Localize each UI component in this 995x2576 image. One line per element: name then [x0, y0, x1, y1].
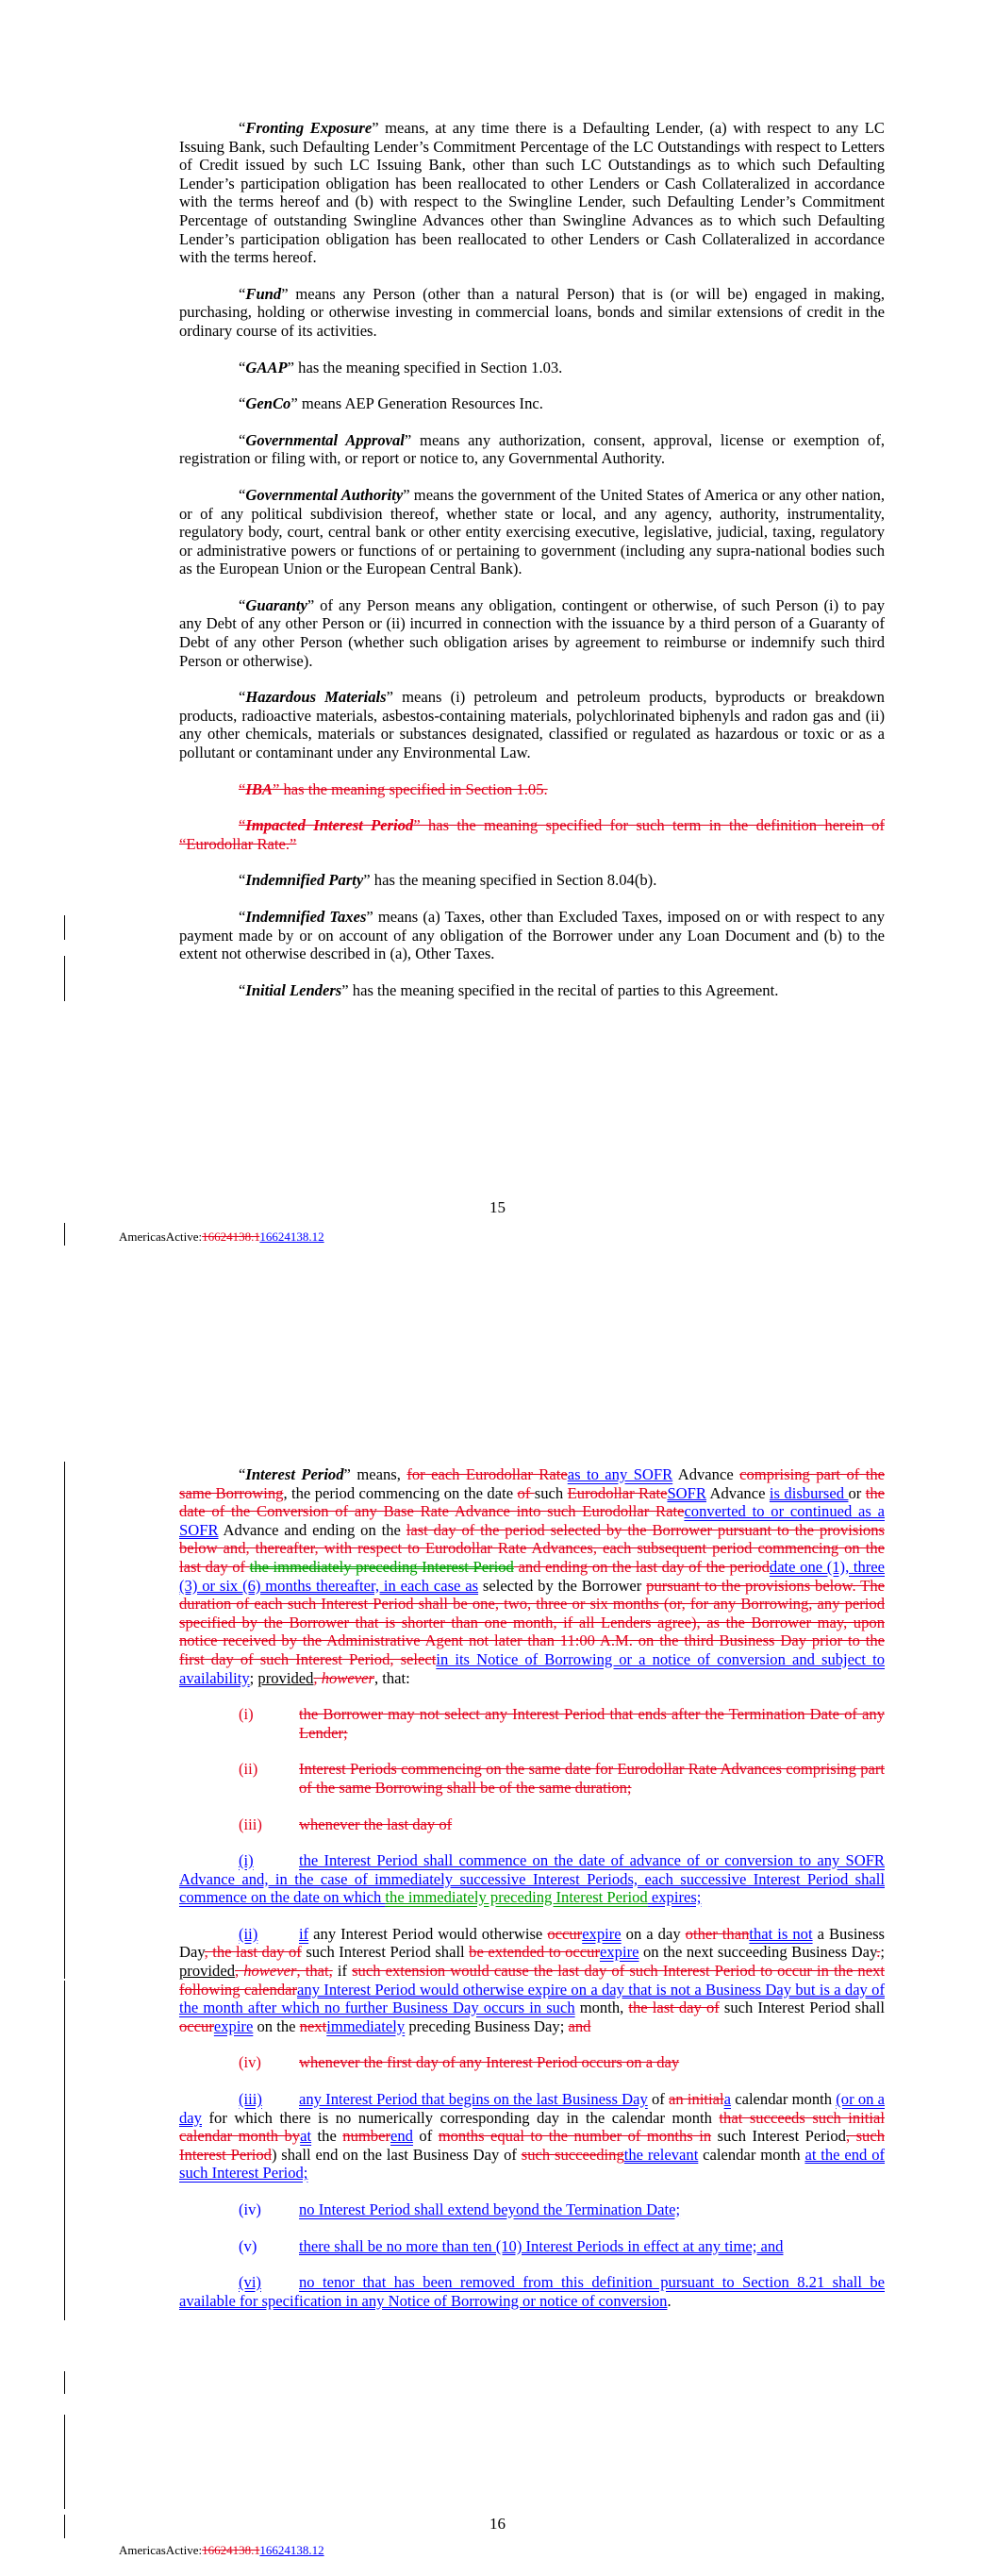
- inserted-text: no tenor that has been removed from this definition pursuant to Section 8.21 shall be available for specification in any Notice of Borrowing or notice of conversion: [179, 2273, 885, 2310]
- inserted-text: converted to or continued as a SOFR: [179, 1502, 885, 1539]
- term: Interest Period: [245, 1465, 344, 1483]
- text-run: such Interest Period: [711, 2127, 846, 2146]
- text-run: for which there is no numerically corresponding day in the calendar month: [201, 2108, 720, 2127]
- change-bar: [64, 915, 65, 940]
- page-16-body: [179, 1465, 885, 2310]
- clause-number: (vi): [239, 2273, 261, 2292]
- clause-text: the Borrower may not select any Interest Period that ends after the Termination Date of any Lender;: [299, 1705, 885, 1742]
- clause-text: Interest Periods commencing on the same date for Eurodollar Rate Advances comprising part of the same Borrowing shall be of the same duration;: [299, 1760, 885, 1797]
- deleted-clause-iv: [179, 2053, 885, 2072]
- clause-text: whenever the first day of any Interest Period occurs on a day: [299, 2053, 680, 2072]
- clause-number: (ii): [239, 1760, 258, 1779]
- deleted-text: , however: [235, 1962, 297, 1981]
- deleted-text: that succeeds such initial calendar month by: [179, 2108, 885, 2146]
- term: Guaranty: [245, 595, 307, 614]
- deleted-text: such succeeding: [521, 2145, 624, 2164]
- definition-fund: “Fund” means any Person (other than a natural Person) that is (or will be) engaged in making, purchasing, holding or otherwise investing in commercial loans, bonds and similar extensions of credit in the ordinary course of its activities.: [179, 284, 885, 340]
- inserted-text: is disbursed: [769, 1483, 849, 1502]
- clause-number: (iii): [239, 2090, 262, 2109]
- text-run: , the period commencing on the date: [283, 1483, 518, 1502]
- new-clause-iii: [179, 2090, 885, 2183]
- text-run: if: [332, 1962, 353, 1981]
- inserted-text: in its Notice of Borrowing or a notice of conversion and subject to availability: [179, 1649, 885, 1687]
- deleted-text: number: [342, 2127, 390, 2146]
- inserted-text: immediately: [326, 2016, 406, 2035]
- text-run: calendar month: [698, 2145, 805, 2164]
- inserted-text: any Interest Period would otherwise expire on a day that is not a Business Day but is a day of the month after which no further Business Day occurs in such: [179, 1980, 885, 2017]
- open-quote: “: [239, 1465, 246, 1483]
- term: Fund: [245, 284, 282, 303]
- text-run: month,: [574, 1999, 629, 2017]
- definition-text: ” means (a) Taxes, other than Excluded Taxes, imposed on or with respect to any payment made by or on account of any obligation of the Borrower under any Loan Document and (b) to the extent not otherwise described in (a), Other Taxes.: [179, 908, 885, 963]
- text-run: selected by the Borrower: [478, 1576, 647, 1595]
- deleted-text: an initial: [669, 2090, 724, 2109]
- definition-text: ” means any authorization, consent, approval, license or exemption of, registration or filing with, or report or notice to, any Governmental Authority.: [179, 430, 886, 468]
- deleted-clause-i: [179, 1705, 885, 1742]
- deleted-definition-impacted-interest-period: [179, 816, 885, 853]
- inserted-text: expire: [582, 1924, 622, 1943]
- definition-fronting-exposure: “Fronting Exposure” means, at any time there is a Defaulting Lender, (a) with respect to any LC Issuing Bank, such Defaulting Lender’s Commitment Percentage of the LC Outstandings with respect to Letters of Credit issued by such LC Issuing Bank, other than such LC Outstandings as to which such Defaulting Lender’s participation obligation has been reallocated to other Lenders or Cash Collateralized in accordance with the terms hereof and (b) with respect to the Swingline Lender, such Defaulting Lender’s Commitment Percentage of outstanding Swingline Advances other than Swingline Advances as to which such Defaulting Lender’s participation obligation has been reallocated to other Lenders or Cash Collateralized in accordance with the terms hereof.: [179, 119, 886, 267]
- text-run: Advance: [705, 1483, 770, 1502]
- footer-prefix: AmericasActive:: [119, 2543, 203, 2557]
- definition-indemnified-taxes: “Indemnified Taxes” means (a) Taxes, other than Excluded Taxes, imposed on or with respect to any payment made by or on account of any obligation of the Borrower under any Loan Document and (b) to the extent not otherwise described in (a), Other Taxes.: [179, 908, 885, 963]
- text-run: calendar month: [731, 2090, 837, 2109]
- term: GAAP: [245, 358, 288, 376]
- change-bar: [64, 1223, 65, 1246]
- inserted-text: expires;: [647, 1888, 702, 1907]
- term: IBA: [245, 779, 273, 798]
- deleted-text: next: [299, 2016, 327, 2035]
- text-run: or: [848, 1483, 866, 1502]
- footer-prefix: AmericasActive:: [119, 1229, 203, 1244]
- definition-hazardous-materials: “Hazardous Materials” means (i) petroleum and petroleum products, byproducts or breakdown products, radioactive materials, asbestos-containing materials, polychlorinated biphenyls and radon gas and (ii) any other chemicals, materials or substances designated, classified or regulated as hazardous or toxic or as a pollutant or contaminant under any Environmental Law.: [179, 688, 885, 762]
- definition-text: ” means AEP Generation Resources Inc.: [290, 394, 543, 413]
- clause-text: no Interest Period shall extend beyond the Termination Date;: [299, 2200, 681, 2218]
- new-clause-ii: [179, 1925, 885, 2036]
- inserted-text: if: [299, 1924, 309, 1943]
- definition-gaap: “GAAP” has the meaning specified in Section 1.03.: [239, 358, 563, 376]
- inserted-text: SOFR: [667, 1483, 706, 1502]
- text-run: preceding Business Day;: [405, 2016, 569, 2035]
- deleted-text: other than: [685, 1924, 750, 1943]
- clause-text: whenever the last day of: [299, 1815, 453, 1833]
- text-run: , that:: [373, 1668, 410, 1687]
- footer-old-id: 16624138.1: [202, 2543, 260, 2557]
- change-bar: [64, 2371, 65, 2394]
- proviso-word: provided: [257, 1668, 314, 1687]
- inserted-text: expire: [213, 2016, 254, 2035]
- deleted-text: occur: [547, 1924, 583, 1943]
- inserted-text: as to any SOFR: [567, 1465, 673, 1483]
- deleted-text: .: [876, 1943, 881, 1962]
- term: Impacted Interest Period: [245, 816, 414, 835]
- deleted-text: , however: [313, 1668, 374, 1687]
- footer-old-id: 16624138.1: [202, 1229, 260, 1244]
- deleted-text: months equal to the number of months in: [438, 2127, 712, 2146]
- open-quote: “: [239, 779, 246, 798]
- text-run: Advance: [672, 1465, 740, 1483]
- term: Hazardous Materials: [245, 688, 387, 707]
- text-run: on the next succeeding Business Day: [638, 1943, 877, 1962]
- definition-governmental-authority: “Governmental Authority” means the government of the United States of America or any other nation, or of any political subdivision thereof, whether state or local, and any agency, authority, instrumentality, regulatory body, court, central bank or other entity exercising executive, legislative, judicial, taxing, regulatory or administrative powers or functions of or pertaining to government (including any supra-national bodies such as the European Union or the European Central Bank).: [179, 485, 885, 578]
- definition-indemnified-party: “Indemnified Party” has the meaning specified in Section 8.04(b).: [239, 871, 657, 890]
- deleted-text: , the last day of: [204, 1943, 302, 1962]
- clause-number: (iii): [239, 1815, 262, 1833]
- deleted-text: and ending on the last day of the period: [513, 1557, 770, 1576]
- deleted-text: the date of the Conversion of any Base Rate Advance into such Eurodollar Rate: [179, 1483, 885, 1521]
- inserted-text: at the end of such Interest Period;: [179, 2145, 886, 2183]
- inserted-text: (or on a day: [179, 2090, 885, 2127]
- moved-to-text: the immediately preceding Interest Period: [385, 1888, 648, 1907]
- term: Indemnified Taxes: [245, 908, 367, 926]
- clause-number: (iv): [239, 2200, 261, 2218]
- new-clause-iv: [179, 2200, 885, 2219]
- change-bar: [64, 1462, 65, 1979]
- definition-text: ” has the meaning specified for such term in the definition herein of “Eurodollar Rate.”: [179, 816, 885, 853]
- text-run: .: [667, 2291, 672, 2310]
- change-bar: [64, 2415, 65, 2509]
- text-run: such: [534, 1483, 568, 1502]
- term: Governmental Authority: [245, 485, 404, 504]
- deleted-text: Eurodollar Rate: [567, 1483, 668, 1502]
- text-run: ) shall end on the last Business Day of: [271, 2145, 522, 2164]
- clause-number: (v): [239, 2236, 257, 2255]
- footer-new-id: 16624138.12: [259, 1229, 324, 1244]
- inserted-text: expire: [600, 1943, 639, 1962]
- inserted-text: that is not: [749, 1924, 813, 1943]
- definition-governmental-approval: “Governmental Approval” means any authorization, consent, approval, license or exemption of, registration or filing with, or report or notice to, any Governmental Authority.: [179, 430, 886, 468]
- change-bar: [64, 1767, 65, 1824]
- definition-initial-lenders: “Initial Lenders” has the meaning specified in the recital of parties to this Agreement.: [239, 980, 779, 999]
- text-run: of: [647, 2090, 670, 2109]
- moved-from-text: the immediately preceding Interest Period: [249, 1557, 514, 1576]
- document-footer: [119, 2543, 324, 2558]
- text-run: of: [412, 2127, 439, 2146]
- text-run: a Business Day: [179, 1924, 885, 1962]
- page-15-body: [179, 119, 885, 999]
- open-quote: “: [239, 816, 246, 835]
- document-footer: [119, 1229, 324, 1245]
- text-run: on the: [253, 2016, 300, 2035]
- text-run: such Interest Period shall: [719, 1999, 885, 2017]
- footer-new-id: 16624138.12: [259, 2543, 324, 2557]
- text-run: the: [311, 2127, 343, 2146]
- definition-guaranty: “Guaranty” of any Person means any obligation, contingent or otherwise, of such Person (i) to pay any Debt of any other Person or (ii) incurred in connection with the issuance by a third person of a Guaranty of Debt of any other Person (whether such obligation arises by agreement to reimburse or indemnify such third Person or otherwise).: [179, 595, 885, 670]
- deleted-text: , such Interest Period: [179, 2127, 886, 2164]
- term: GenCo: [245, 394, 291, 413]
- definition-text: ” means, at any time there is a Defaulting Lender, (a) with respect to any LC Issuing Bank, such Defaulting Lender’s Commitment Percentage of the LC Outstandings with respect to Letters of Credit issued by such LC Issuing Bank, other than such LC Outstandings as to which such Defaulting Lender’s participation obligation has been reallocated to other Lenders or Cash Collateralized in accordance with the terms hereof and (b) with respect to the Swingline Lender, such Defaulting Lender’s Commitment Percentage of outstanding Swingline Advances other than Swingline Advances as to which such Defaulting Lender’s participation obligation has been reallocated to other Lenders or Cash Collateralized in accordance with the terms hereof.: [179, 119, 886, 267]
- definition-text: ” of any Person means any obligation, contingent or otherwise, of such Person (i) to pay any Debt of any other Person or (ii) incurred in connection with the issuance by a third person of a Guaranty of Debt of any other Person (whether such obligation arises by agreement to reimburse or indemnify such third Person or otherwise).: [179, 595, 885, 670]
- definition-text: ” has the meaning specified in Section 1.03.: [287, 358, 563, 376]
- definition-text: ” has the meaning specified in Section 1.05.: [272, 779, 548, 798]
- new-clause-vi: [179, 2273, 885, 2310]
- clause-number: (i): [239, 1705, 254, 1724]
- inserted-text: end: [390, 2127, 413, 2146]
- text-run: ” means,: [343, 1465, 407, 1483]
- deleted-text: be extended to occur: [469, 1943, 600, 1962]
- definition-text: ” means (i) petroleum and petroleum products, byproducts or breakdown products, radioactive materials, asbestos-containing materials, polychlorinated biphenyls and radon gas and (ii) any other chemicals, materials or substances designated, classified or regulated as hazardous or toxic or as a pollutant or contaminant under any Environmental Law.: [179, 688, 885, 762]
- page-number: 16: [489, 2515, 506, 2533]
- deleted-text: for each Eurodollar Rate: [406, 1465, 568, 1483]
- deleted-text: occur: [179, 2016, 214, 2035]
- deleted-clause-iii: [179, 1815, 885, 1834]
- change-bar: [64, 1954, 65, 1965]
- deleted-text: and: [568, 2016, 591, 2035]
- term: Fronting Exposure: [245, 119, 373, 137]
- definition-text: ” has the meaning specified in the recital of parties to this Agreement.: [341, 980, 779, 999]
- clause-number: (iv): [239, 2053, 261, 2072]
- definition-genco: “GenCo” means AEP Generation Resources Inc.: [239, 394, 543, 413]
- deleted-text: such extension would cause the last day of such Interest Period to occur in the next following calendar: [179, 1962, 886, 1999]
- inserted-text: any Interest Period that begins on the last Business Day: [299, 2090, 648, 2109]
- text-run: ;: [249, 1668, 258, 1687]
- inserted-text: the relevant: [623, 2145, 699, 2164]
- text-run: such Interest Period shall: [301, 1943, 470, 1962]
- term: Indemnified Party: [245, 871, 364, 890]
- deleted-text: last day of the period selected by the Borrower pursuant to the provisions below and, thereafter, with respect to Eurodollar Rate Advances, each subsequent period commencing on the last day of: [179, 1520, 885, 1576]
- deleted-clause-ii: [179, 1760, 885, 1797]
- deleted-text: of: [517, 1483, 535, 1502]
- inserted-text: the Interest Period shall commence on the date of advance of or conversion to any SOFR Advance and, in the case of immediately successive Interest Periods, each successive Interest Period shall commence on the date on which: [179, 1851, 885, 1907]
- deleted-text: the last day of: [628, 1999, 720, 2017]
- inserted-text: date one (1), three (3) or six (6) months thereafter, in each case as: [179, 1557, 885, 1595]
- deleted-text: pursuant to the provisions below. The duration of each such Interest Period shall be one, two, three or six months (or, for any Borrowing, any period specified by the Borrower that is shorter than one month, if all Lenders agree), as the Borrower may, upon notice received by the Administrative Agent not later than 11:00 A.M. on the third Business Day prior to the first day of such Interest Period, select: [179, 1576, 885, 1668]
- page-number: 15: [489, 1198, 506, 1216]
- text-run: ;: [880, 1943, 885, 1962]
- clause-number: (ii): [239, 1924, 258, 1943]
- deleted-text: comprising part of the same Borrowing: [179, 1465, 885, 1502]
- new-clause-i: [179, 1851, 885, 1907]
- inserted-text: a: [723, 2090, 731, 2109]
- text-run: on a day: [621, 1924, 686, 1943]
- deleted-definition-iba: [179, 780, 885, 799]
- inserted-text: at: [300, 2127, 312, 2146]
- change-bar: [64, 1981, 65, 2320]
- clause-number: (i): [239, 1851, 254, 1870]
- new-clause-v: [179, 2237, 885, 2256]
- text-run: any Interest Period would otherwise: [308, 1924, 548, 1943]
- page-16: [0, 1288, 995, 2576]
- definition-interest-period: [179, 1465, 885, 1687]
- deleted-text: , that,: [296, 1962, 333, 1981]
- text-run: Advance and ending on the: [218, 1520, 406, 1539]
- term: Initial Lenders: [245, 980, 342, 999]
- clause-text: there shall be no more than ten (10) Interest Periods in effect at any time; and: [299, 2236, 784, 2255]
- definition-text: ” means the government of the United States of America or any other nation, or of any political subdivision thereof, whether state or local, and any agency, authority, instrumentality, regulatory body, court, central bank or other entity exercising executive, legislative, judicial, taxing, regulatory or administrative powers or functions of or pertaining to government (including any supra-national bodies such as the European Union or the European Central Bank).: [179, 485, 885, 578]
- proviso-word: provided: [179, 1962, 235, 1981]
- definition-text: ” means any Person (other than a natural Person) that is (or will be) engaged in making, purchasing, holding or otherwise investing in commercial loans, bonds and similar extensions of credit in the ordinary course of its activities.: [179, 284, 885, 340]
- term: Governmental Approval: [245, 430, 405, 449]
- change-bar: [64, 956, 65, 1001]
- definition-text: ” has the meaning specified in Section 8.04(b).: [363, 871, 657, 890]
